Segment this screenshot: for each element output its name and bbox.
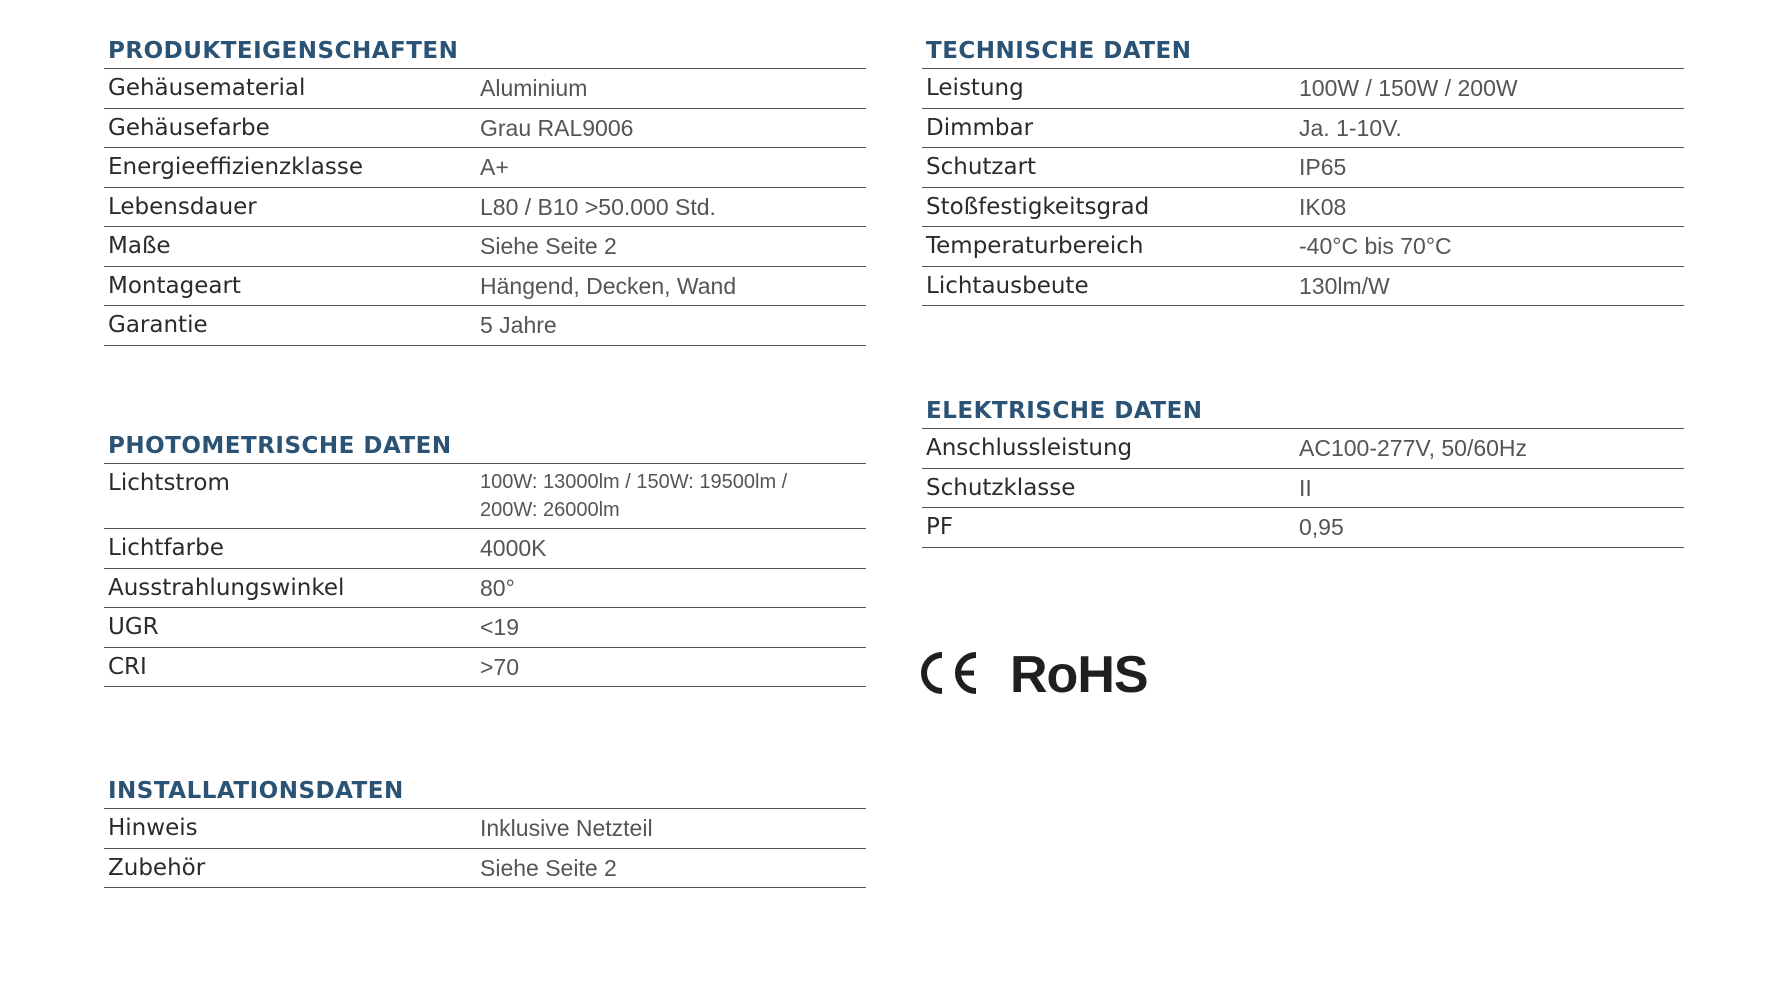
spec-value: Siehe Seite 2 — [476, 227, 866, 267]
spec-value: II — [1295, 468, 1684, 508]
spec-key: Gehäusematerial — [104, 69, 476, 109]
spec-key: CRI — [104, 647, 476, 687]
section-photometrische-daten — [104, 429, 866, 687]
table-row — [104, 266, 866, 306]
table-row — [922, 69, 1684, 109]
spec-value: Hängend, Decken, Wand — [476, 266, 866, 306]
spec-value: >70 — [476, 647, 866, 687]
section-elektrische-daten — [922, 394, 1684, 548]
spec-value: <19 — [476, 608, 866, 648]
spec-key: Montageart — [104, 266, 476, 306]
spec-key: Stoßfestigkeitsgrad — [922, 187, 1295, 227]
spec-key: Dimmbar — [922, 108, 1295, 148]
spec-value: Inklusive Netzteil — [476, 809, 866, 849]
spec-value: 130lm/W — [1295, 266, 1684, 306]
spec-key: Garantie — [104, 306, 476, 346]
spec-table — [104, 808, 866, 888]
spec-value: Aluminium — [476, 69, 866, 109]
table-row — [104, 187, 866, 227]
spec-key: Schutzart — [922, 148, 1295, 188]
table-row — [104, 464, 866, 529]
table-row — [104, 108, 866, 148]
spec-table — [922, 68, 1684, 306]
table-row — [922, 108, 1684, 148]
section-produkteigenschaften — [104, 34, 866, 346]
section-title: PRODUKTEIGENSCHAFTEN — [108, 38, 459, 64]
section-title: TECHNISCHE DATEN — [926, 38, 1192, 64]
ce-mark-icon — [918, 650, 980, 700]
spec-table — [104, 463, 866, 687]
table-row — [104, 848, 866, 888]
spec-value-line: 200W: 26000lm — [480, 499, 620, 521]
table-row — [922, 266, 1684, 306]
spec-value: A+ — [476, 148, 866, 188]
table-row — [104, 608, 866, 648]
section-title: INSTALLATIONSDATEN — [108, 778, 404, 804]
table-row — [104, 529, 866, 569]
spec-key: Temperaturbereich — [922, 227, 1295, 267]
spec-table — [104, 68, 866, 346]
spec-key: Hinweis — [104, 809, 476, 849]
spec-value: -40°C bis 70°C — [1295, 227, 1684, 267]
spec-value — [476, 464, 866, 529]
section-installationsdaten — [104, 774, 866, 888]
table-row — [922, 508, 1684, 548]
table-row — [104, 148, 866, 188]
table-row — [922, 187, 1684, 227]
spec-value: Siehe Seite 2 — [476, 848, 866, 888]
spec-key: Schutzklasse — [922, 468, 1295, 508]
certification-marks — [918, 640, 1148, 710]
table-row — [922, 429, 1684, 469]
spec-key: Leistung — [922, 69, 1295, 109]
spec-key: Lichtausbeute — [922, 266, 1295, 306]
spec-key: Gehäusefarbe — [104, 108, 476, 148]
table-row — [104, 306, 866, 346]
spec-value: 0,95 — [1295, 508, 1684, 548]
spec-key: Zubehör — [104, 848, 476, 888]
spec-table — [922, 428, 1684, 548]
spec-value: L80 / B10 >50.000 Std. — [476, 187, 866, 227]
table-row — [104, 647, 866, 687]
spec-key: Anschlussleistung — [922, 429, 1295, 469]
spec-value: Ja. 1-10V. — [1295, 108, 1684, 148]
table-row — [922, 227, 1684, 267]
spec-value: IK08 — [1295, 187, 1684, 227]
spec-value-line: 100W: 13000lm / 150W: 19500lm / — [480, 471, 788, 493]
spec-key: Energieeffizienzklasse — [104, 148, 476, 188]
section-title: ELEKTRISCHE DATEN — [926, 398, 1203, 424]
table-row — [922, 468, 1684, 508]
table-row — [104, 809, 866, 849]
table-row — [104, 227, 866, 267]
table-row — [104, 69, 866, 109]
spec-key: UGR — [104, 608, 476, 648]
spec-key: Lichtfarbe — [104, 529, 476, 569]
section-title: PHOTOMETRISCHE DATEN — [108, 433, 452, 459]
spec-value: IP65 — [1295, 148, 1684, 188]
spec-value: AC100-277V, 50/60Hz — [1295, 429, 1684, 469]
spec-key: Maße — [104, 227, 476, 267]
spec-value: 100W / 150W / 200W — [1295, 69, 1684, 109]
table-row — [922, 148, 1684, 188]
spec-value: 4000K — [476, 529, 866, 569]
section-technische-daten — [922, 34, 1684, 306]
spec-key: PF — [922, 508, 1295, 548]
spec-value: Grau RAL9006 — [476, 108, 866, 148]
spec-value: 5 Jahre — [476, 306, 866, 346]
spec-key: Lebensdauer — [104, 187, 476, 227]
spec-key: Lichtstrom — [104, 464, 476, 529]
spec-key: Ausstrahlungswinkel — [104, 568, 476, 608]
table-row — [104, 568, 866, 608]
spec-value: 80° — [476, 568, 866, 608]
rohs-mark: RoHS — [1010, 646, 1148, 704]
